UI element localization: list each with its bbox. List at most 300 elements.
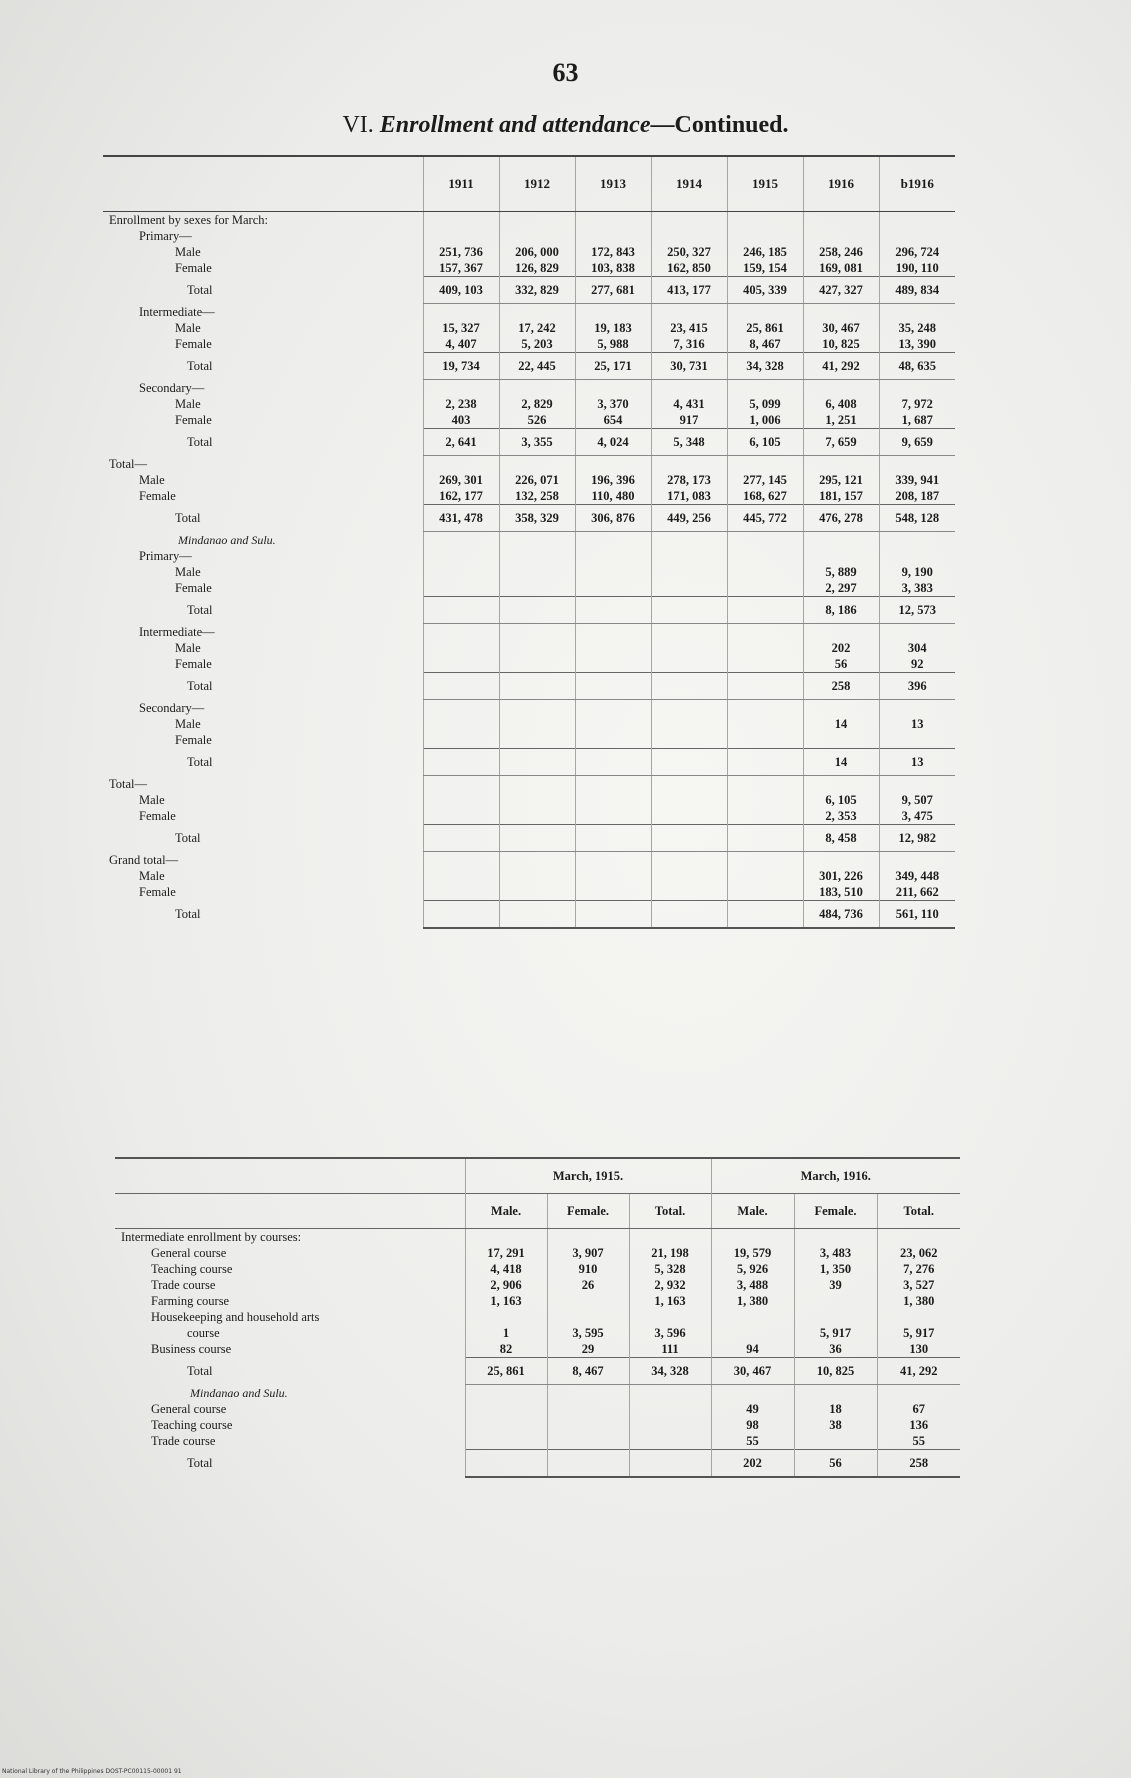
cell-value <box>651 700 727 717</box>
row-label: Mindanao and Sulu. <box>190 1385 288 1400</box>
row-label: Teaching course <box>151 1418 233 1432</box>
group-header-1916: March, 1916. <box>711 1158 960 1194</box>
cell-value: 332, 829 <box>499 277 575 304</box>
cell-value <box>727 716 803 732</box>
cell-value <box>499 456 575 473</box>
cell-value: 3, 596 <box>629 1325 711 1341</box>
cell-value: 1, 350 <box>794 1261 877 1277</box>
table-row <box>103 624 955 641</box>
row-label: Total <box>187 435 213 449</box>
cell-value: 49 <box>711 1401 794 1417</box>
cell-value: 7, 659 <box>803 429 879 456</box>
cell-value: 9, 659 <box>879 429 955 456</box>
cell-value <box>879 700 955 717</box>
table-row <box>103 640 955 656</box>
cell-value <box>727 564 803 580</box>
cell-value <box>575 456 651 473</box>
cell-value: 82 <box>465 1341 547 1358</box>
cell-value: 202 <box>803 640 879 656</box>
row-label: Male <box>175 397 201 411</box>
cell-value <box>499 656 575 673</box>
cell-value <box>575 749 651 776</box>
cell-value <box>499 624 575 641</box>
row-label: Total <box>187 603 213 617</box>
cell-value: 246, 185 <box>727 244 803 260</box>
cell-value <box>727 304 803 321</box>
cell-value <box>879 624 955 641</box>
row-label: Female <box>139 489 176 504</box>
table-row <box>115 1229 960 1246</box>
row-label: Male <box>175 321 201 335</box>
cell-value <box>423 852 499 869</box>
row-label: Total <box>175 831 201 845</box>
section-row <box>103 532 955 549</box>
cell-value: 13 <box>879 749 955 776</box>
cell-value <box>727 228 803 244</box>
cell-value <box>651 884 727 901</box>
row-label: Total <box>187 755 213 769</box>
cell-value: 181, 157 <box>803 488 879 505</box>
cell-value: 41, 292 <box>877 1358 960 1385</box>
cell-value <box>575 884 651 901</box>
total-row <box>103 597 955 624</box>
course-col-header-row <box>115 1194 960 1229</box>
table-row <box>103 656 955 673</box>
year-header: 1916 <box>803 156 879 212</box>
total-row <box>103 429 955 456</box>
cell-value <box>651 825 727 852</box>
cell-value <box>499 884 575 901</box>
cell-value <box>499 564 575 580</box>
cell-value: 306, 876 <box>575 505 651 532</box>
cell-value: 55 <box>877 1433 960 1450</box>
row-label: Female <box>175 337 212 352</box>
table-row <box>103 320 955 336</box>
cell-value <box>879 212 955 229</box>
cell-value: 3, 483 <box>794 1245 877 1261</box>
row-label: Secondary— <box>139 700 205 715</box>
cell-value <box>651 868 727 884</box>
cell-value <box>499 749 575 776</box>
cell-value <box>727 212 803 229</box>
cell-value: 130 <box>877 1341 960 1358</box>
cell-value: 13, 390 <box>879 336 955 353</box>
cell-value <box>727 532 803 549</box>
cell-value <box>499 532 575 549</box>
cell-value: 34, 328 <box>629 1358 711 1385</box>
cell-value: 25, 861 <box>465 1358 547 1385</box>
row-label: Trade course <box>151 1434 216 1449</box>
row-label: Total <box>187 1456 213 1471</box>
row-label: Female <box>175 413 212 428</box>
cell-value: 183, 510 <box>803 884 879 901</box>
cell-value <box>575 732 651 749</box>
row-label: Female <box>139 809 176 824</box>
year-header: 1911 <box>423 156 499 212</box>
cell-value: 18 <box>794 1401 877 1417</box>
cell-value <box>651 656 727 673</box>
cell-value <box>877 1385 960 1402</box>
cell-value: 5, 203 <box>499 336 575 353</box>
cell-value: 5, 348 <box>651 429 727 456</box>
enrollment-by-year-body <box>103 212 955 929</box>
cell-value <box>879 732 955 749</box>
table-row <box>103 456 955 473</box>
cell-value <box>727 700 803 717</box>
cell-value: 3, 355 <box>499 429 575 456</box>
cell-value: 211, 662 <box>879 884 955 901</box>
cell-value: 196, 396 <box>575 472 651 488</box>
cell-value <box>803 456 879 473</box>
table-row <box>103 212 955 229</box>
row-label: Male <box>139 473 165 487</box>
row-label: Female <box>175 261 212 276</box>
cell-value <box>423 597 499 624</box>
cell-value: 19, 183 <box>575 320 651 336</box>
cell-value <box>575 808 651 825</box>
cell-value <box>651 456 727 473</box>
cell-value <box>575 700 651 717</box>
cell-value <box>877 1309 960 1325</box>
cell-value <box>575 673 651 700</box>
cell-value <box>423 212 499 229</box>
total-row <box>103 749 955 776</box>
cell-value: 5, 328 <box>629 1261 711 1277</box>
cell-value <box>423 700 499 717</box>
cell-value <box>794 1229 877 1246</box>
cell-value <box>499 732 575 749</box>
cell-value <box>651 624 727 641</box>
cell-value: 548, 128 <box>879 505 955 532</box>
row-label: Total <box>187 283 213 297</box>
year-header-row <box>103 156 955 212</box>
cell-value: 3, 527 <box>877 1277 960 1293</box>
cell-value: 269, 301 <box>423 472 499 488</box>
cell-value: 431, 478 <box>423 505 499 532</box>
cell-value: 38 <box>794 1417 877 1433</box>
cell-value: 8, 186 <box>803 597 879 624</box>
table-row <box>115 1261 960 1277</box>
cell-value <box>794 1433 877 1450</box>
table-row <box>103 396 955 412</box>
year-header: 1912 <box>499 156 575 212</box>
cell-value <box>575 640 651 656</box>
cell-value: 277, 681 <box>575 277 651 304</box>
cell-value: 226, 071 <box>499 472 575 488</box>
cell-value: 258 <box>803 673 879 700</box>
cell-value <box>499 825 575 852</box>
cell-value <box>727 901 803 929</box>
table-row <box>103 884 955 901</box>
cell-value <box>547 1401 629 1417</box>
cell-value <box>629 1433 711 1450</box>
total-row <box>103 353 955 380</box>
cell-value: 19, 734 <box>423 353 499 380</box>
cell-value <box>651 304 727 321</box>
header-stub <box>115 1158 465 1194</box>
total-row <box>103 825 955 852</box>
cell-value <box>727 732 803 749</box>
cell-value: 30, 731 <box>651 353 727 380</box>
row-label: Secondary— <box>139 380 205 395</box>
cell-value <box>803 532 879 549</box>
cell-value: 277, 145 <box>727 472 803 488</box>
cell-value: 358, 329 <box>499 505 575 532</box>
row-label: Total <box>187 1364 213 1378</box>
cell-value: 21, 198 <box>629 1245 711 1261</box>
cell-value <box>651 548 727 564</box>
cell-value <box>465 1401 547 1417</box>
cell-value <box>423 792 499 808</box>
cell-value: 8, 458 <box>803 825 879 852</box>
title-italic: Enrollment and attendance <box>379 112 651 138</box>
year-header: b1916 <box>879 156 955 212</box>
table-row <box>103 472 955 488</box>
cell-value: 304 <box>879 640 955 656</box>
row-label: Total— <box>109 776 148 791</box>
cell-value: 4, 024 <box>575 429 651 456</box>
cell-value <box>629 1450 711 1478</box>
cell-value <box>465 1433 547 1450</box>
cell-value: 476, 278 <box>803 505 879 532</box>
cell-value: 295, 121 <box>803 472 879 488</box>
enrollment-by-course-table <box>115 1157 960 1478</box>
cell-value: 136 <box>877 1417 960 1433</box>
cell-value: 10, 825 <box>794 1358 877 1385</box>
cell-value: 2, 641 <box>423 429 499 456</box>
table-row <box>115 1417 960 1433</box>
row-label: Grand total— <box>109 852 179 867</box>
cell-value: 6, 105 <box>803 792 879 808</box>
cell-value <box>727 808 803 825</box>
cell-value <box>803 776 879 793</box>
cell-value <box>803 548 879 564</box>
cell-value <box>499 228 575 244</box>
cell-value <box>575 212 651 229</box>
table-row <box>103 716 955 732</box>
cell-value: 162, 177 <box>423 488 499 505</box>
year-header: 1915 <box>727 156 803 212</box>
total-row <box>103 505 955 532</box>
cell-value: 296, 724 <box>879 244 955 260</box>
cell-value <box>711 1229 794 1246</box>
cell-value: 12, 573 <box>879 597 955 624</box>
cell-value: 2, 238 <box>423 396 499 412</box>
cell-value: 6, 105 <box>727 429 803 456</box>
cell-value <box>499 304 575 321</box>
cell-value: 23, 415 <box>651 320 727 336</box>
cell-value: 190, 110 <box>879 260 955 277</box>
cell-value <box>423 456 499 473</box>
cell-value <box>879 304 955 321</box>
cell-value <box>423 656 499 673</box>
cell-value <box>499 212 575 229</box>
table-row <box>115 1401 960 1417</box>
cell-value <box>651 580 727 597</box>
row-label: Female <box>139 885 176 900</box>
cell-value: 396 <box>879 673 955 700</box>
table-row <box>115 1245 960 1261</box>
col-header: Total. <box>877 1194 960 1229</box>
cell-value: 157, 367 <box>423 260 499 277</box>
cell-value <box>629 1229 711 1246</box>
col-header: Female. <box>547 1194 629 1229</box>
cell-value: 17, 291 <box>465 1245 547 1261</box>
cell-value: 561, 110 <box>879 901 955 929</box>
cell-value: 103, 838 <box>575 260 651 277</box>
cell-value <box>423 304 499 321</box>
cell-value <box>575 852 651 869</box>
table-row <box>103 228 955 244</box>
cell-value <box>423 532 499 549</box>
cell-value: 14 <box>803 749 879 776</box>
header-stub <box>115 1194 465 1229</box>
row-label: Total— <box>109 456 148 471</box>
cell-value: 6, 408 <box>803 396 879 412</box>
cell-value <box>423 624 499 641</box>
cell-value <box>879 380 955 397</box>
cell-value <box>727 792 803 808</box>
col-header: Female. <box>794 1194 877 1229</box>
table-row <box>103 868 955 884</box>
header-stub <box>103 156 423 212</box>
cell-value <box>879 532 955 549</box>
cell-value <box>423 640 499 656</box>
row-label: Male <box>139 869 165 883</box>
table-row <box>103 488 955 505</box>
cell-value: 258 <box>877 1450 960 1478</box>
cell-value <box>711 1385 794 1402</box>
cell-value <box>727 776 803 793</box>
cell-value: 39 <box>794 1277 877 1293</box>
cell-value <box>727 548 803 564</box>
cell-value <box>575 776 651 793</box>
cell-value: 2, 829 <box>499 396 575 412</box>
cell-value <box>547 1385 629 1402</box>
cell-value: 12, 982 <box>879 825 955 852</box>
cell-value: 7, 316 <box>651 336 727 353</box>
cell-value: 110, 480 <box>575 488 651 505</box>
cell-value <box>651 597 727 624</box>
table-row <box>103 792 955 808</box>
cell-value: 526 <box>499 412 575 429</box>
cell-value <box>575 868 651 884</box>
cell-value <box>575 656 651 673</box>
cell-value <box>423 548 499 564</box>
cell-value <box>547 1229 629 1246</box>
cell-value <box>629 1309 711 1325</box>
cell-value <box>499 776 575 793</box>
table-row <box>103 776 955 793</box>
cell-value: 15, 327 <box>423 320 499 336</box>
cell-value: 5, 917 <box>794 1325 877 1341</box>
row-label: Primary— <box>139 229 192 243</box>
row-label: Teaching course <box>151 1262 233 1276</box>
year-header: 1913 <box>575 156 651 212</box>
cell-value <box>423 776 499 793</box>
cell-value: 36 <box>794 1341 877 1358</box>
cell-value <box>499 901 575 929</box>
cell-value: 159, 154 <box>727 260 803 277</box>
cell-value <box>651 776 727 793</box>
title-prefix: VI. <box>342 112 374 138</box>
row-label: General course <box>151 1402 227 1416</box>
cell-value <box>499 640 575 656</box>
cell-value <box>727 868 803 884</box>
total-row <box>115 1450 960 1478</box>
cell-value: 278, 173 <box>651 472 727 488</box>
cell-value <box>651 808 727 825</box>
table-row <box>103 548 955 564</box>
cell-value: 1, 163 <box>465 1293 547 1309</box>
cell-value: 25, 861 <box>727 320 803 336</box>
cell-value <box>727 884 803 901</box>
cell-value: 132, 258 <box>499 488 575 505</box>
cell-value: 55 <box>711 1433 794 1450</box>
row-label: Total <box>187 359 213 373</box>
cell-value <box>547 1293 629 1309</box>
cell-value: 19, 579 <box>711 1245 794 1261</box>
cell-value <box>547 1433 629 1450</box>
cell-value <box>651 564 727 580</box>
cell-value: 162, 850 <box>651 260 727 277</box>
cell-value: 35, 248 <box>879 320 955 336</box>
cell-value <box>423 868 499 884</box>
cell-value: 1, 687 <box>879 412 955 429</box>
row-label: General course <box>151 1246 227 1260</box>
cell-value: 1, 380 <box>711 1293 794 1309</box>
cell-value <box>575 380 651 397</box>
cell-value: 94 <box>711 1341 794 1358</box>
cell-value <box>547 1309 629 1325</box>
cell-value <box>423 564 499 580</box>
cell-value: 1, 006 <box>727 412 803 429</box>
cell-value: 8, 467 <box>727 336 803 353</box>
cell-value <box>465 1229 547 1246</box>
cell-value <box>575 580 651 597</box>
cell-value <box>499 580 575 597</box>
cell-value <box>727 852 803 869</box>
cell-value: 251, 736 <box>423 244 499 260</box>
cell-value <box>629 1417 711 1433</box>
cell-value <box>423 732 499 749</box>
row-label: Primary— <box>139 549 192 563</box>
table-row <box>103 852 955 869</box>
cell-value <box>803 732 879 749</box>
cell-value: 484, 736 <box>803 901 879 929</box>
year-header: 1914 <box>651 156 727 212</box>
cell-value: 171, 083 <box>651 488 727 505</box>
total-row <box>103 673 955 700</box>
cell-value <box>651 852 727 869</box>
cell-value: 5, 889 <box>803 564 879 580</box>
cell-value <box>651 749 727 776</box>
cell-value: 3, 475 <box>879 808 955 825</box>
total-row <box>103 901 955 929</box>
cell-value: 3, 488 <box>711 1277 794 1293</box>
cell-value: 4, 407 <box>423 336 499 353</box>
cell-value <box>575 228 651 244</box>
cell-value: 5, 099 <box>727 396 803 412</box>
cell-value <box>575 716 651 732</box>
cell-value <box>803 380 879 397</box>
cell-value <box>727 580 803 597</box>
cell-value <box>651 732 727 749</box>
cell-value: 111 <box>629 1341 711 1358</box>
cell-value: 169, 081 <box>803 260 879 277</box>
cell-value <box>423 825 499 852</box>
total-row <box>115 1358 960 1385</box>
